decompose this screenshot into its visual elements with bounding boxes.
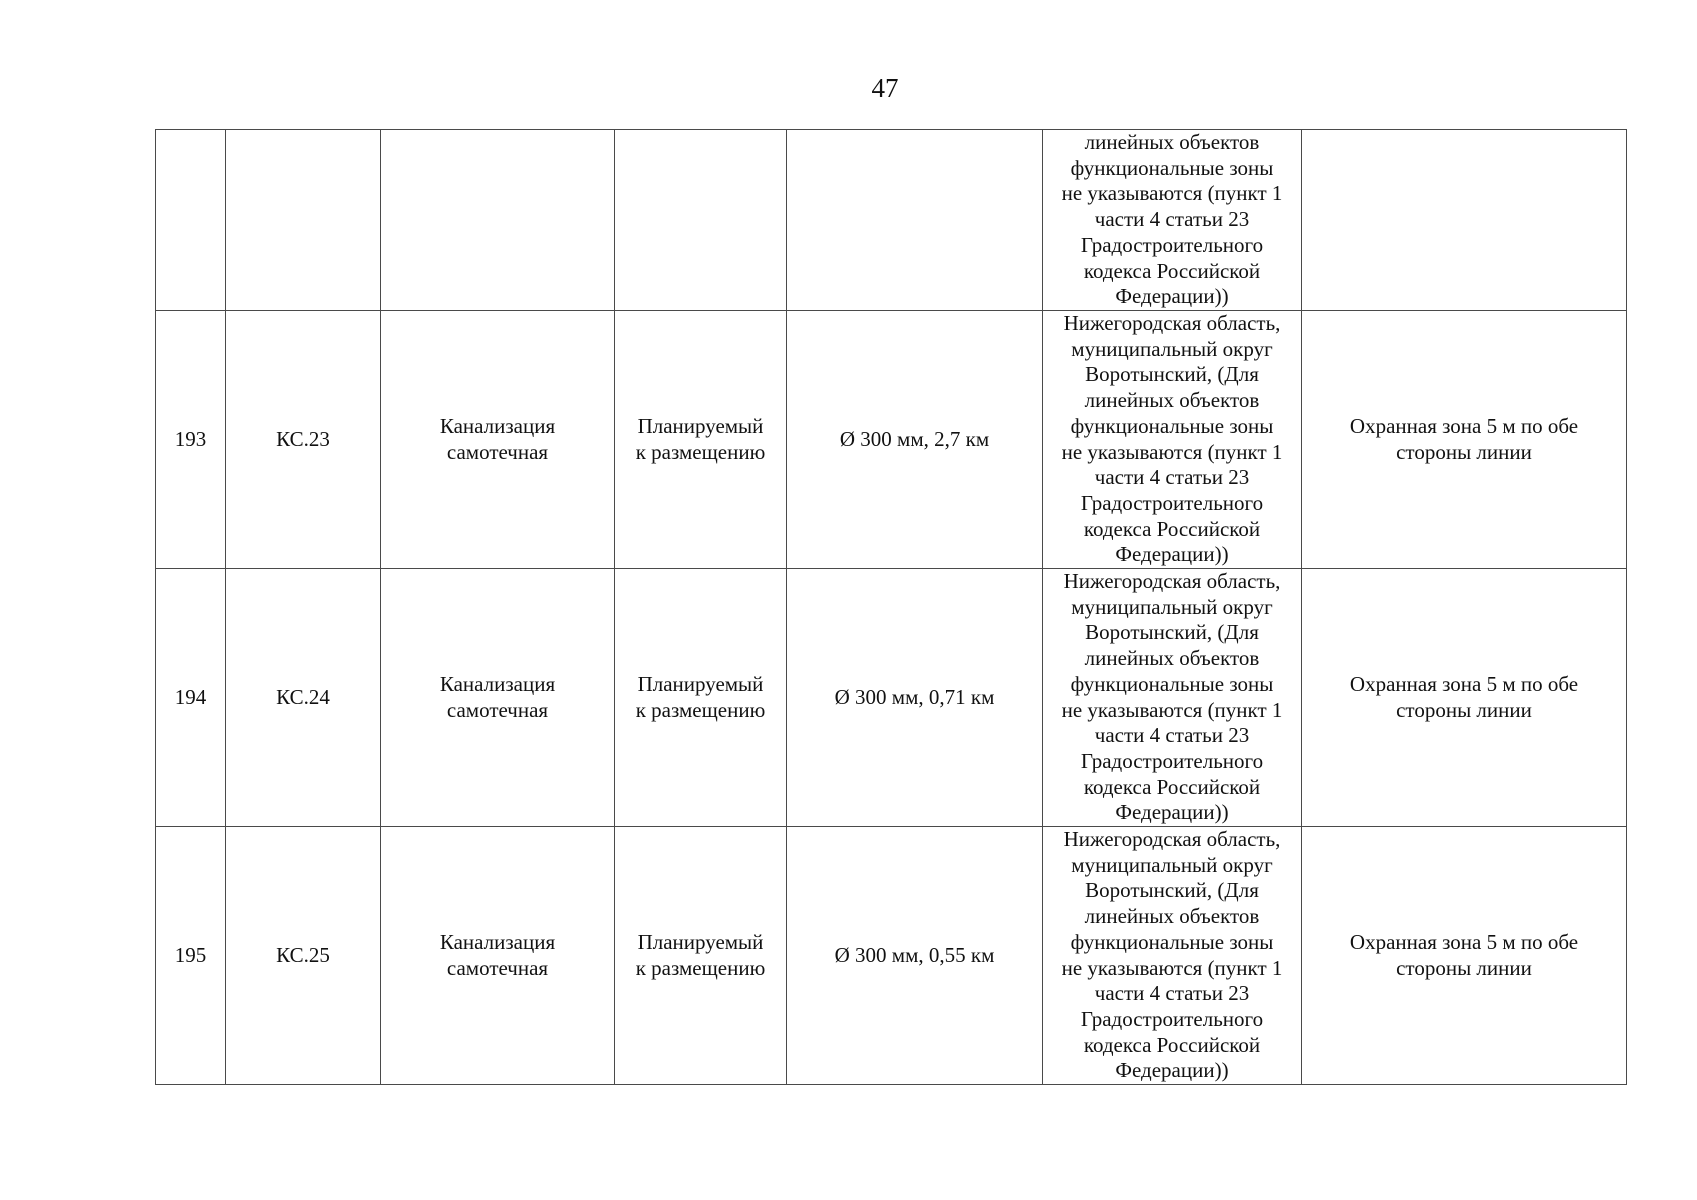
cell-name-line: Канализация xyxy=(439,929,556,954)
cell-parameters: Ø 300 мм, 0,55 км xyxy=(787,827,1043,1085)
table-row xyxy=(156,311,1627,569)
cell-zone xyxy=(1302,130,1627,311)
cell-location-line: Федерации)) xyxy=(1115,1058,1229,1083)
cell-location xyxy=(1043,130,1302,311)
cell-location xyxy=(1043,311,1302,569)
cell-name-line: Канализация xyxy=(439,671,556,696)
cell-name-line: самотечная xyxy=(446,439,549,464)
cell-location-line: не указываются (пункт 1 xyxy=(1061,697,1283,722)
cell-location-line: кодекса Российской xyxy=(1083,516,1261,541)
cell-location-line: Градостроительного xyxy=(1080,490,1264,515)
cell-status-line: Планируемый xyxy=(637,671,764,696)
cell-status xyxy=(615,311,787,569)
cell-status-line: Планируемый xyxy=(637,413,764,438)
cell-location-line: Нижегородская область, xyxy=(1063,827,1281,852)
cell-location-line: кодекса Российской xyxy=(1083,258,1261,283)
cell-zone xyxy=(1302,827,1627,1085)
cell-code: КС.24 xyxy=(226,569,381,827)
cell-location-line: Воротынский, (Для xyxy=(1085,620,1259,645)
cell-name xyxy=(381,827,615,1085)
cell-zone-line: стороны линии xyxy=(1396,955,1532,980)
cell-location-line: Градостроительного xyxy=(1080,232,1264,257)
cell-name-line: Канализация xyxy=(439,413,556,438)
cell-zone-line: Охранная зона 5 м по обе xyxy=(1349,671,1579,696)
cell-location-line: линейных объектов xyxy=(1084,130,1260,155)
cell-location-line: функциональные зоны xyxy=(1070,413,1274,438)
cell-name-line: самотечная xyxy=(446,955,549,980)
cell-code: КС.23 xyxy=(226,311,381,569)
cell-location-line: не указываются (пункт 1 xyxy=(1061,955,1283,980)
cell-location-line: не указываются (пункт 1 xyxy=(1061,439,1283,464)
cell-number: 193 xyxy=(156,311,226,569)
cell-location-line: Федерации)) xyxy=(1115,284,1229,309)
cell-code xyxy=(226,130,381,311)
cell-location-line: не указываются (пункт 1 xyxy=(1061,181,1283,206)
table-row-continuation xyxy=(156,130,1627,311)
cell-status-line: к размещению xyxy=(635,439,766,464)
cell-location-line: кодекса Российской xyxy=(1083,1032,1261,1057)
cell-location-line: функциональные зоны xyxy=(1070,929,1274,954)
cell-location-line: части 4 статьи 23 xyxy=(1094,465,1250,490)
cell-status xyxy=(615,130,787,311)
cell-location-line: Федерации)) xyxy=(1115,542,1229,567)
objects-table-wrapper xyxy=(155,129,1627,1085)
cell-location-line: линейных объектов xyxy=(1084,904,1260,929)
cell-location-line: Градостроительного xyxy=(1080,1006,1264,1031)
cell-location-line: кодекса Российской xyxy=(1083,774,1261,799)
cell-location-line: Федерации)) xyxy=(1115,800,1229,825)
cell-parameters xyxy=(787,130,1043,311)
cell-number xyxy=(156,130,226,311)
cell-zone xyxy=(1302,311,1627,569)
cell-location-line: части 4 статьи 23 xyxy=(1094,207,1250,232)
cell-location-line: Нижегородская область, xyxy=(1063,569,1281,594)
cell-status-line: Планируемый xyxy=(637,929,764,954)
cell-location-line: части 4 статьи 23 xyxy=(1094,723,1250,748)
cell-status xyxy=(615,827,787,1085)
cell-name xyxy=(381,130,615,311)
cell-number: 194 xyxy=(156,569,226,827)
cell-status-line: к размещению xyxy=(635,955,766,980)
cell-location xyxy=(1043,569,1302,827)
cell-zone-line: Охранная зона 5 м по обе xyxy=(1349,413,1579,438)
cell-status-line: к размещению xyxy=(635,697,766,722)
cell-location-line: муниципальный округ xyxy=(1071,594,1273,619)
cell-zone-line: Охранная зона 5 м по обе xyxy=(1349,929,1579,954)
cell-location-line: функциональные зоны xyxy=(1070,671,1274,696)
cell-code: КС.25 xyxy=(226,827,381,1085)
cell-zone xyxy=(1302,569,1627,827)
cell-zone-line: стороны линии xyxy=(1396,697,1532,722)
cell-name xyxy=(381,311,615,569)
table-row xyxy=(156,569,1627,827)
table-row xyxy=(156,827,1627,1085)
cell-status xyxy=(615,569,787,827)
cell-location-line: муниципальный округ xyxy=(1071,336,1273,361)
page-number: 47 xyxy=(871,73,899,103)
cell-parameters: Ø 300 мм, 0,71 км xyxy=(787,569,1043,827)
cell-location-line: линейных объектов xyxy=(1084,388,1260,413)
cell-location-line: Воротынский, (Для xyxy=(1085,362,1259,387)
cell-location-line: Нижегородская область, xyxy=(1063,311,1281,335)
cell-name-line: самотечная xyxy=(446,697,549,722)
objects-table xyxy=(155,129,1627,1085)
cell-parameters: Ø 300 мм, 2,7 км xyxy=(787,311,1043,569)
cell-location xyxy=(1043,827,1302,1085)
cell-location-line: функциональные зоны xyxy=(1070,155,1274,180)
cell-number: 195 xyxy=(156,827,226,1085)
cell-zone-line: стороны линии xyxy=(1396,439,1532,464)
cell-location-line: муниципальный округ xyxy=(1071,852,1273,877)
cell-name xyxy=(381,569,615,827)
cell-location-line: Воротынский, (Для xyxy=(1085,878,1259,903)
cell-location-line: Градостроительного xyxy=(1080,748,1264,773)
cell-location-line: линейных объектов xyxy=(1084,646,1260,671)
cell-location-line: части 4 статьи 23 xyxy=(1094,981,1250,1006)
